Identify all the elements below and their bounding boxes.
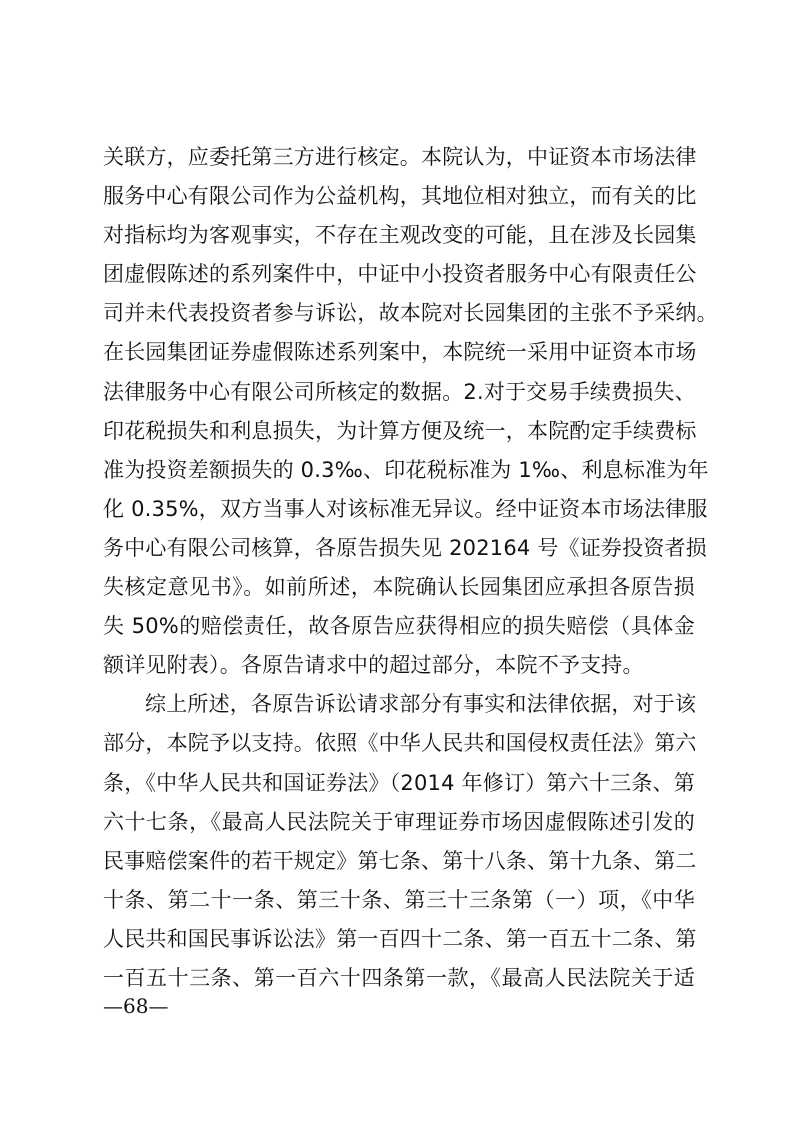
text-line: 条，《中华人民共和国证券法》（2014 年修订）第六十三条、第 <box>103 770 695 795</box>
text-line: 团虚假陈述的系列案件中，中证中小投资者服务中心有限责任公 <box>103 262 697 287</box>
text-line: 服务中心有限公司作为公益机构，其地位相对独立，而有关的比 <box>103 184 697 209</box>
page-number: —68— <box>103 994 169 1018</box>
text-line: 额详见附表）。各原告请求中的超过部分，本院不予支持。 <box>103 653 644 678</box>
text-line: 部分，本院予以支持。依照《中华人民共和国侵权责任法》第六 <box>103 731 697 756</box>
text-line: 六十七条，《最高人民法院关于审理证券市场因虚假陈述引发的 <box>103 809 695 834</box>
text-line: 关联方，应委托第三方进行核定。本院认为，中证资本市场法律 <box>103 145 697 169</box>
text-line: 司并未代表投资者参与诉讼，故本院对长园集团的主张不予采纳。 <box>103 301 718 326</box>
text-line: 在长园集团证券虚假陈述系列案中，本院统一采用中证资本市场 <box>103 340 697 365</box>
text-line: 对指标均为客观事实，不存在主观改变的可能，且在涉及长园集 <box>103 223 697 248</box>
text-line: 法律服务中心有限公司所核定的数据。2.对于交易手续费损失、 <box>103 379 696 404</box>
paragraph-first-line: 综上所述，各原告诉讼请求部分有事实和法律依据，对于该 <box>145 692 697 717</box>
text-line: 准为投资差额损失的 0.3‰、印花税标准为 1‰、利息标准为年 <box>103 457 709 482</box>
text-line: 印花税损失和利息损失，为计算方便及统一，本院酌定手续费标 <box>103 418 697 443</box>
text-line: 务中心有限公司核算，各原告损失见 202164 号《证券投资者损 <box>103 535 707 560</box>
text-line: 民事赔偿案件的若干规定》第七条、第十八条、第十九条、第二 <box>103 848 697 873</box>
text-line: 失核定意见书》。如前所述，本院确认长园集团应承担各原告损 <box>103 575 695 600</box>
text-line: 十条、第二十一条、第三十条、第三十三条第（一）项，《中华 <box>103 887 695 912</box>
text-line: 一百五十三条、第一百六十四条第一款，《最高人民法院关于适 <box>103 965 695 990</box>
text-line: 化 0.35%，双方当事人对该标准无异议。经中证资本市场法律服 <box>103 496 708 521</box>
text-line: 人民共和国民事诉讼法》第一百四十二条、第一百五十二条、第 <box>103 926 697 951</box>
body-text <box>103 138 718 998</box>
text-line: 失 50%的赔偿责任，故各原告应获得相应的损失赔偿（具体金 <box>103 614 695 639</box>
